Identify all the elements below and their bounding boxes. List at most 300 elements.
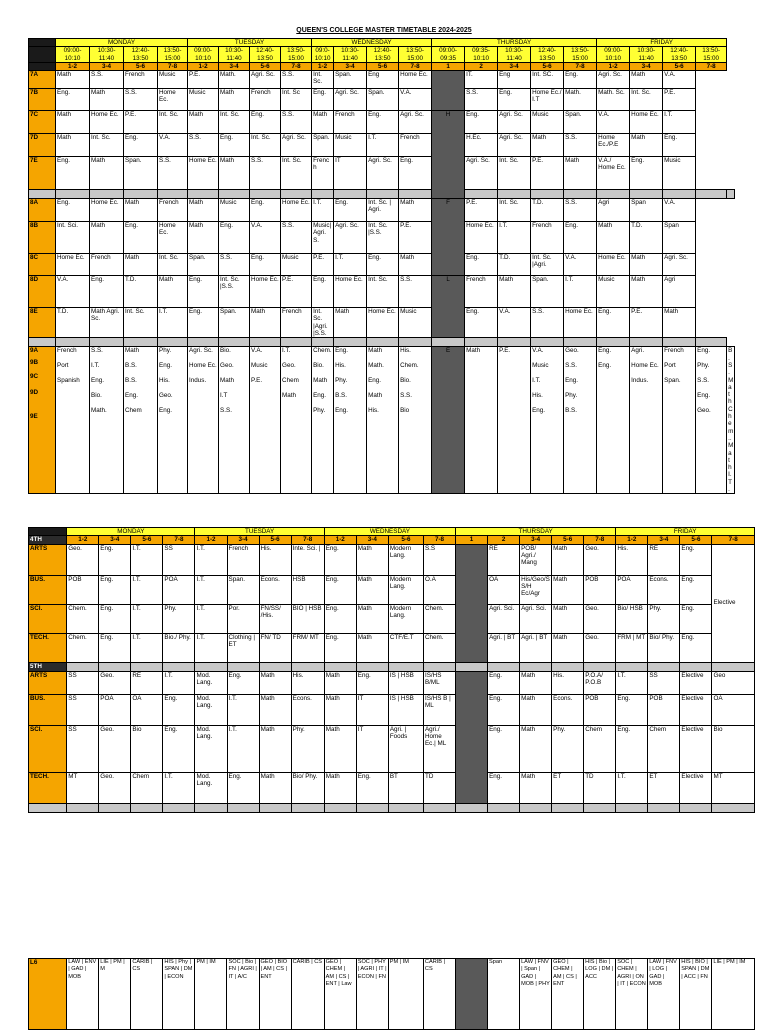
lesson-entry: P.E. <box>499 347 511 355</box>
day-header-friday: FRIDAY <box>597 39 727 47</box>
lesson-entry: B.S. <box>125 377 137 385</box>
lesson-cell: French <box>281 308 312 338</box>
lesson-cell: Home Ec./ I.T <box>531 89 564 111</box>
period-label: 5-6 <box>367 62 399 70</box>
lesson-cell: Geo. <box>584 544 616 575</box>
lesson-entry: His. <box>532 392 543 400</box>
lesson-cell: I.T. <box>312 199 334 222</box>
lesson-cell: Int. Sc. <box>158 111 188 134</box>
lesson-cell: Music <box>219 199 250 222</box>
separator-cell <box>597 190 630 199</box>
lesson-cell: SS <box>163 544 195 575</box>
time-slot: 10:30-11:40 <box>219 47 250 63</box>
lesson-cell: Eng. <box>124 134 158 157</box>
lesson-cell: I.T. <box>227 694 259 725</box>
lesson-cell: Mod. Lang. <box>195 772 227 803</box>
lesson-cell: Home Ec. <box>465 222 498 254</box>
lesson-entry: Chem.. <box>728 405 734 442</box>
class-label: 7D <box>29 134 56 157</box>
lesson-cell: TD <box>584 772 616 803</box>
class-row-7e <box>29 157 735 190</box>
lesson-cell: Int. Sc. <box>312 71 334 89</box>
lesson-cell: HIS | Phy | SPAN | DM | ECON <box>163 959 195 1030</box>
separator-cell <box>423 803 455 812</box>
lesson-cell: Int. Sc. |Agri. <box>531 254 564 276</box>
lesson-cell: Int. Sc. <box>158 254 188 276</box>
lesson-cell: Math <box>324 694 356 725</box>
lesson-cell: Math <box>56 134 90 157</box>
lesson-entry: His. <box>400 347 411 355</box>
lesson-cell: P.E. <box>124 111 158 134</box>
time-slot: 10:30-11:40 <box>90 47 124 63</box>
lesson-cell: CARIB | CS <box>131 959 163 1030</box>
lesson-cell: S.S. <box>531 308 564 338</box>
lesson-cell: Math <box>188 199 219 222</box>
period-label: 3-4 <box>99 536 131 544</box>
class-label: 9A <box>30 347 39 355</box>
lesson-stack <box>56 347 90 494</box>
class-labels-9 <box>29 347 56 494</box>
separator-cell <box>498 338 531 347</box>
lesson-cell: LIE | PM | IM <box>712 959 755 1030</box>
class-row-8e <box>29 308 735 338</box>
lesson-cell: OA <box>131 694 163 725</box>
stream-row-tech <box>29 633 755 662</box>
lesson-cell: Math <box>498 276 531 308</box>
lesson-cell: LAW | FNV | Span | GAD | MOB | PHY <box>520 959 552 1030</box>
period-label: 3-4 <box>648 536 680 544</box>
lesson-cell: Chem. <box>423 633 455 662</box>
time-slot: 13:50-15:00 <box>564 47 597 63</box>
lesson-cell: Agri. Sc. <box>334 222 367 254</box>
elective-cell: Elective <box>712 544 755 662</box>
lesson-entry: B.S. <box>565 407 577 415</box>
lesson-entry: S.S. <box>565 362 577 370</box>
lesson-cell: Math. <box>564 89 597 111</box>
lesson-cell: S.S. <box>219 254 250 276</box>
lesson-cell: Home Ec. <box>158 89 188 111</box>
separator-cell <box>531 338 564 347</box>
lesson-cell: Eng. <box>616 694 648 725</box>
hfle-block: L <box>432 276 465 338</box>
separator-cell <box>281 338 312 347</box>
lesson-cell: LAW | FNV | LOG | GAD | MOB <box>648 959 680 1030</box>
class-label: 7C <box>29 111 56 134</box>
period-label: 1-2 <box>616 536 648 544</box>
lesson-cell: Eng. <box>56 157 90 190</box>
lesson-stack <box>630 347 663 494</box>
lesson-cell: Int. SC. <box>531 71 564 89</box>
lesson-cell: Int. Sc. <box>498 157 531 190</box>
lesson-entry: His. <box>335 362 346 370</box>
lesson-cell: Math Agri. Sc. <box>90 308 124 338</box>
lesson-cell: IT <box>334 157 367 190</box>
lesson-cell: I.T. <box>163 772 195 803</box>
lesson-cell: Home Ec. <box>90 199 124 222</box>
lesson-cell: Modern Lang. <box>388 604 423 633</box>
lesson-cell: S.S. <box>465 89 498 111</box>
lesson-cell: Home Ec. <box>281 199 312 222</box>
lesson-cell: Eng. <box>564 71 597 89</box>
lesson-cell: Math <box>219 157 250 190</box>
period-label: 5-6 <box>259 536 291 544</box>
lesson-stack <box>498 347 531 494</box>
separator-cell <box>227 803 259 812</box>
lesson-entry: S.S. <box>400 392 412 400</box>
lesson-cell: Home Ec. <box>399 71 432 89</box>
lesson-entry: Eng. <box>335 407 349 415</box>
separator-cell <box>630 338 663 347</box>
time-slot: 13:50-15:00 <box>696 47 727 63</box>
lesson-cell: IS/HS B | ML <box>423 694 455 725</box>
lesson-cell: P.E. <box>188 71 219 89</box>
lesson-cell: Agri. Sci. <box>520 604 552 633</box>
period-label: 5-6 <box>131 536 163 544</box>
lesson-cell: RE <box>648 544 680 575</box>
lesson-cell: Eng. <box>367 111 399 134</box>
stream-row-tech <box>29 772 755 803</box>
separator-cell <box>259 803 291 812</box>
lesson-cell: MT <box>712 772 755 803</box>
lesson-cell: French <box>334 111 367 134</box>
lesson-cell: Eng. <box>56 89 90 111</box>
lesson-cell: Eng. <box>367 254 399 276</box>
corner-cell <box>29 47 56 63</box>
lesson-cell: Agri. | BT <box>488 633 520 662</box>
lesson-entry: Phy. <box>565 392 578 400</box>
lesson-cell: Math <box>356 633 388 662</box>
lesson-cell: Agri./ Home Ec.| ML <box>423 725 455 772</box>
lesson-entry: Math <box>368 347 383 355</box>
separator-cell <box>188 338 219 347</box>
lesson-cell: Eng. <box>324 544 356 575</box>
lesson-entry: French <box>57 347 77 355</box>
separator-cell <box>312 190 334 199</box>
separator-cell <box>29 338 56 347</box>
lesson-cell: Math <box>552 575 584 604</box>
lesson-cell: Math <box>564 157 597 190</box>
lesson-stack <box>696 347 727 494</box>
lesson-cell: Math <box>250 308 281 338</box>
lesson-cell: Eng <box>367 71 399 89</box>
stream-label: ARTS <box>29 544 67 575</box>
separator-cell <box>250 190 281 199</box>
lesson-cell: Eng. <box>356 671 388 694</box>
lesson-cell: Inte. Sci. | <box>291 544 324 575</box>
period-label: 7-8 <box>281 62 312 70</box>
lesson-cell: Math <box>259 671 291 694</box>
lesson-entry: Eng. <box>697 347 711 355</box>
lesson-entry: I.T <box>220 392 228 400</box>
lesson-cell: V.A. <box>399 89 432 111</box>
lesson-cell: Math <box>124 254 158 276</box>
separator-cell <box>584 662 616 671</box>
lesson-cell: Econs. <box>291 694 324 725</box>
lesson-cell: Int. Sc. <box>498 199 531 222</box>
lesson-cell: Agri. Sc. <box>367 157 399 190</box>
lesson-entry: Port <box>57 362 69 370</box>
lesson-cell: Int. Sc. <box>250 134 281 157</box>
time-slot: 09:00-10:10 <box>188 47 219 63</box>
period-label: 7-8 <box>712 536 755 544</box>
lesson-entry: Geo. <box>159 392 173 400</box>
separator-cell <box>465 190 498 199</box>
lesson-entry: Eng. <box>159 362 172 370</box>
lesson-cell: RE <box>488 544 520 575</box>
lesson-cell: Eng. <box>312 89 334 111</box>
separator-cell <box>99 803 131 812</box>
lesson-cell: French <box>531 222 564 254</box>
lesson-cell: Music <box>188 89 219 111</box>
separator-cell <box>488 662 520 671</box>
lesson-cell: Math <box>90 89 124 111</box>
stream-label: ARTS <box>29 671 67 694</box>
lesson-cell: Eng. <box>324 604 356 633</box>
lesson-cell: I.T. <box>163 671 195 694</box>
stream-label: BUS. <box>29 694 67 725</box>
lesson-entry: S.S. <box>91 347 103 355</box>
lesson-entry: Eng. <box>565 377 579 385</box>
lesson-cell: Elective <box>680 772 712 803</box>
lesson-entry: Eng. <box>91 377 104 385</box>
class-row-8b <box>29 222 735 254</box>
lesson-cell: Eng. <box>124 222 158 254</box>
day-header-tuesday: TUESDAY <box>188 39 312 47</box>
lesson-cell: Eng. <box>250 199 281 222</box>
day-header-monday: MONDAY <box>67 528 195 536</box>
lesson-cell: P.E. <box>312 254 334 276</box>
lesson-entry: Spanish <box>57 377 80 385</box>
period-label: 1 <box>456 536 488 544</box>
lesson-cell: Span. <box>227 575 259 604</box>
lesson-entry: Math <box>728 376 734 406</box>
lesson-entry: Eng. <box>125 392 138 400</box>
lesson-entry: Phy. <box>313 407 326 415</box>
class-label: 9D <box>30 389 39 397</box>
stream-label: TECH. <box>29 772 67 803</box>
lesson-cell: P.O.A/ P.O.B <box>584 671 616 694</box>
time-slot: 09:00-09:35 <box>432 47 465 63</box>
lesson-cell: Math <box>188 111 219 134</box>
class-label: 9B <box>30 359 39 367</box>
separator-cell <box>188 190 219 199</box>
lesson-cell: P.E. <box>399 222 432 254</box>
lesson-entry: Phy. <box>159 347 172 355</box>
class-row-9 <box>29 347 735 494</box>
lesson-cell: POA <box>163 575 195 604</box>
lesson-cell: Int. Sc. <box>90 134 124 157</box>
lesson-entry: His. <box>368 407 379 415</box>
lesson-cell: Math <box>552 604 584 633</box>
lesson-cell: SOC | Bio | FN | AGRI | IT | A/C <box>227 959 259 1030</box>
lesson-cell: Eng. <box>188 276 219 308</box>
separator-cell <box>124 338 158 347</box>
lesson-cell: H.Ec. <box>465 134 498 157</box>
class-label: 8A <box>29 199 56 222</box>
separator-cell <box>520 803 552 812</box>
lesson-cell: Eng. <box>334 199 367 222</box>
lesson-cell: Int. Sc. |Agri. |S.S. <box>312 308 334 338</box>
lower-sixth-timetable <box>28 958 755 1030</box>
period-label: 5-6 <box>680 536 712 544</box>
stream-label: TECH. <box>29 633 67 662</box>
lesson-cell: Agri <box>663 276 696 308</box>
lesson-stack <box>90 347 124 494</box>
lesson-cell: Home Ec. <box>630 111 663 134</box>
grade-label-5th: 5TH <box>29 662 67 671</box>
day-header-row <box>29 39 735 47</box>
lesson-cell: Eng. <box>90 276 124 308</box>
class-row-8a <box>29 199 735 222</box>
lesson-cell: Agri. Sc. <box>498 134 531 157</box>
class-row-8c <box>29 254 735 276</box>
lesson-entry: S.S. <box>220 407 232 415</box>
day-header-wednesday: WEDNESDAY <box>312 39 432 47</box>
lesson-entry: Math <box>728 442 734 472</box>
lesson-cell: Home Ec. <box>90 111 124 134</box>
class-label: L6 <box>29 959 67 1030</box>
lesson-entry: Music <box>532 362 549 370</box>
lesson-cell: Math <box>90 157 124 190</box>
lesson-cell: Eng. <box>488 671 520 694</box>
class-label: 8D <box>29 276 56 308</box>
lesson-cell: Int. Sc <box>281 89 312 111</box>
lesson-entry: Agri. Sc. <box>189 347 213 355</box>
lesson-cell: Music <box>597 276 630 308</box>
lesson-entry: Eng. <box>598 347 612 355</box>
lesson-cell: IS | HSB <box>388 694 423 725</box>
lesson-cell: Eng. <box>663 134 696 157</box>
separator-cell <box>195 662 227 671</box>
lesson-cell: SS <box>648 671 680 694</box>
lesson-cell: P.E. <box>281 276 312 308</box>
lesson-cell: Music <box>663 157 696 190</box>
period-label: 3-4 <box>520 536 552 544</box>
lesson-cell: Math <box>520 772 552 803</box>
lesson-entry: Chem. <box>400 362 419 370</box>
separator-cell <box>663 338 696 347</box>
lesson-cell: CARIB | CS <box>423 959 455 1030</box>
lesson-cell: SS <box>67 694 99 725</box>
lesson-cell: POB <box>648 694 680 725</box>
lesson-cell: BT <box>388 772 423 803</box>
lesson-cell: Music <box>334 134 367 157</box>
separator-cell <box>67 803 99 812</box>
lesson-cell: Span. <box>367 89 399 111</box>
separator-cell <box>488 803 520 812</box>
lesson-stack <box>531 347 564 494</box>
hfle-block: E <box>432 347 465 494</box>
lesson-cell: Eng. <box>680 633 712 662</box>
lesson-cell: Por. <box>227 604 259 633</box>
separator-cell <box>90 190 124 199</box>
lesson-cell: T.D. <box>56 308 90 338</box>
lesson-cell: I.T. <box>195 633 227 662</box>
class-label: 7B <box>29 89 56 111</box>
lesson-cell: SS <box>67 725 99 772</box>
hfle-block: F <box>432 199 465 276</box>
lesson-cell: Eng. <box>399 157 432 190</box>
separator-cell <box>616 803 648 812</box>
separator-cell <box>334 338 367 347</box>
lesson-cell: Math. Sc. <box>597 89 630 111</box>
separator-cell <box>712 662 755 671</box>
period-label: 1-2 <box>56 62 90 70</box>
lesson-cell: S.S. <box>188 134 219 157</box>
lesson-cell: S.S. <box>564 134 597 157</box>
lesson-cell: Eng. <box>597 308 630 338</box>
lesson-stack <box>663 347 696 494</box>
lesson-cell: S.S. <box>90 71 124 89</box>
period-label: 7-8 <box>423 536 455 544</box>
lesson-entry: His. <box>159 377 170 385</box>
separator-cell <box>259 662 291 671</box>
lesson-cell: Eng. <box>488 772 520 803</box>
lesson-cell: Span <box>488 959 520 1030</box>
lesson-cell: Eng. <box>219 134 250 157</box>
lesson-cell: POB <box>67 575 99 604</box>
lesson-cell: Eng. <box>188 308 219 338</box>
lesson-cell: S.S <box>423 544 455 575</box>
separator-cell <box>291 803 324 812</box>
lesson-cell: Home Ec. <box>158 222 188 254</box>
stream-row-arts <box>29 544 755 575</box>
lesson-cell: V.A./ Home Ec. <box>597 157 630 190</box>
time-slot: 09:00-10:10 <box>56 47 90 63</box>
separator-cell <box>432 338 465 347</box>
class-row-l6 <box>29 959 755 1030</box>
lesson-cell: I.T. <box>131 544 163 575</box>
lesson-cell: TD <box>423 772 455 803</box>
lesson-cell: Music| Agri. S. <box>312 222 334 254</box>
lesson-cell: I.T. <box>564 276 597 308</box>
lesson-stack <box>124 347 158 494</box>
time-slot: 10:30-11:40 <box>498 47 531 63</box>
lesson-cell: Eng. <box>680 604 712 633</box>
time-slot: 10:30-11:40 <box>630 47 663 63</box>
class-row-8d <box>29 276 735 308</box>
lesson-cell: Int. Sc. <box>124 308 158 338</box>
lesson-cell: T.D. <box>124 276 158 308</box>
lesson-cell: IT. <box>465 71 498 89</box>
lesson-cell: Phy. <box>291 725 324 772</box>
lesson-cell: I.T. <box>663 111 696 134</box>
lesson-cell: French <box>227 544 259 575</box>
lesson-cell: Bio/ HSB <box>616 604 648 633</box>
lesson-cell: Math <box>531 134 564 157</box>
lesson-cell: Int. Sc. |S.S. <box>219 276 250 308</box>
separator-cell <box>727 190 735 199</box>
lesson-cell: Eng. <box>564 222 597 254</box>
lesson-cell: His. <box>291 671 324 694</box>
lesson-entry: Math <box>220 377 235 385</box>
stream-label: SCI. <box>29 604 67 633</box>
lesson-cell: Home Ec. <box>597 254 630 276</box>
period-label: 7-8 <box>564 62 597 70</box>
lesson-cell: Eng <box>498 71 531 89</box>
separator-cell <box>712 803 755 812</box>
lesson-stack <box>158 347 188 494</box>
lesson-cell: I.T. <box>334 254 367 276</box>
class-label: 9E <box>30 413 38 421</box>
separator-cell <box>564 190 597 199</box>
lesson-entry: I.T. <box>532 377 541 385</box>
lesson-cell: His. <box>259 544 291 575</box>
lesson-entry: French <box>664 347 684 355</box>
lesson-cell: Math <box>158 276 188 308</box>
lesson-stack <box>564 347 597 494</box>
lesson-entry: Math. <box>368 362 384 370</box>
